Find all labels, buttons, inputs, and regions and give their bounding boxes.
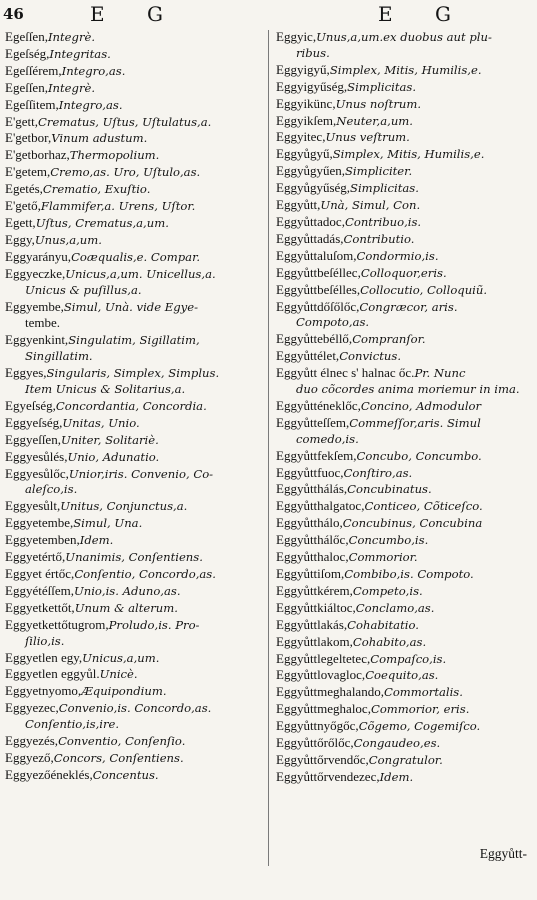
dictionary-entry <box>5 515 263 532</box>
hungarian-headword: Eggyůtteſſem, <box>276 414 350 430</box>
dictionary-entry <box>5 181 263 198</box>
dictionary-entry <box>5 315 263 332</box>
dictionary-entry <box>276 735 534 752</box>
latin-gloss: Commorior, eris. <box>370 702 470 717</box>
hungarian-headword: Eggyetlen egy, <box>5 649 83 665</box>
latin-gloss: aleſco,is. <box>25 482 78 497</box>
dictionary-entry <box>276 432 534 448</box>
latin-gloss: Uſtus, Crematus,a,um. <box>35 215 169 230</box>
dictionary-entry <box>276 315 534 331</box>
hungarian-headword: Eggyet értőc, <box>5 566 75 581</box>
dictionary-entry <box>5 750 263 767</box>
latin-gloss: Integro,as. <box>61 63 126 78</box>
latin-gloss: ribus. <box>296 45 330 60</box>
latin-gloss: Integrè. <box>47 80 96 95</box>
dictionary-entry <box>5 29 263 46</box>
dictionary-entry <box>5 249 263 266</box>
latin-gloss: Conticeo, Cõticeſco. <box>364 499 483 514</box>
hungarian-headword: Eggyůtthálőc, <box>276 532 349 548</box>
dictionary-entry <box>276 549 534 566</box>
dictionary-entry <box>276 265 534 282</box>
hungarian-headword: Eggyůttebéllő, <box>276 331 353 347</box>
dictionary-entry <box>276 282 534 299</box>
hungarian-headword: Eggyůttfuoc, <box>276 464 344 480</box>
hungarian-headword: E'getbor, <box>5 130 52 146</box>
right-column-heading: E G <box>378 2 469 26</box>
dictionary-entry <box>276 365 534 382</box>
dictionary-entry <box>276 331 534 348</box>
dictionary-entry <box>5 232 263 249</box>
hungarian-headword: Eggyůttőrőlőc, <box>276 735 354 751</box>
dictionary-entry <box>276 163 534 180</box>
dictionary-entry <box>276 180 534 197</box>
dictionary-entry <box>5 449 263 466</box>
latin-gloss: Integrè. <box>47 30 96 44</box>
dictionary-entry <box>5 283 263 299</box>
dictionary-entry <box>5 549 263 566</box>
hungarian-headword: Eggyůtthálo, <box>276 515 343 531</box>
hungarian-headword: Eggyező, <box>5 749 54 765</box>
hungarian-headword: Eggyarányu, <box>5 248 72 264</box>
dictionary-entry <box>276 96 534 113</box>
latin-gloss: Idem. <box>79 533 114 548</box>
latin-gloss: Unus,a,um. <box>34 232 102 247</box>
hungarian-headword: Eggyůtt élnec s' halnac őc. <box>276 365 415 381</box>
dictionary-entry <box>276 498 534 515</box>
hungarian-headword: Eggyůttlovagloc, <box>276 667 366 683</box>
dictionary-entry <box>5 666 263 683</box>
hungarian-headword: Eggyůgyűen, <box>276 163 345 179</box>
dictionary-entry <box>276 348 534 365</box>
hungarian-headword: Eggyesůlés, <box>5 448 68 464</box>
hungarian-headword: Eggyitec, <box>276 129 326 145</box>
hungarian-headword: Eggyeſség, <box>5 414 63 430</box>
hungarian-headword: Egyeſség, <box>5 397 56 413</box>
latin-gloss: Congratulor. <box>368 752 443 767</box>
dictionary-entry <box>5 80 263 97</box>
hungarian-headword: Eggyetembe, <box>5 515 74 531</box>
dictionary-entry <box>5 498 263 515</box>
hungarian-headword: Eggyesůlt, <box>5 498 61 514</box>
hungarian-headword: Eggyeſſen, <box>5 431 61 447</box>
latin-gloss: Cremo,as. Uro, Uſtulo,as. <box>50 165 201 180</box>
latin-gloss: Commortalis. <box>383 685 463 700</box>
hungarian-headword: Eggyetkettőtugrom, <box>5 616 109 632</box>
dictionary-entry <box>276 398 534 415</box>
hungarian-headword: Eggyůtthalgatoc, <box>276 498 365 514</box>
column-divider <box>268 30 269 866</box>
dictionary-entry <box>5 164 263 181</box>
latin-gloss: Competo,is. <box>352 583 423 598</box>
dictionary-entry <box>276 448 534 465</box>
dictionary-entry <box>276 79 534 96</box>
dictionary-entry <box>5 97 263 114</box>
right-column <box>276 29 534 786</box>
latin-gloss: Conſentio, Concordo,as. <box>74 567 216 581</box>
latin-gloss: Crematio, Exuſtio. <box>42 182 151 197</box>
dictionary-entry <box>276 684 534 701</box>
dictionary-entry <box>5 147 263 164</box>
page-number: 46 <box>3 5 24 23</box>
dictionary-entry <box>5 349 263 365</box>
dictionary-entry <box>276 248 534 265</box>
hungarian-headword: Eggyic, <box>276 29 317 44</box>
dictionary-entry <box>276 718 534 735</box>
dictionary-entry <box>276 600 534 617</box>
dictionary-entry <box>276 465 534 482</box>
dictionary-entry <box>5 266 263 283</box>
dictionary-entry <box>5 130 263 147</box>
hungarian-headword: Eggyůttmeghaloc, <box>276 701 371 717</box>
dictionary-entry <box>276 617 534 634</box>
latin-gloss: Concors, Conſentiens. <box>53 750 184 765</box>
hungarian-headword: Eggyůttkiáltoc, <box>276 599 356 615</box>
hungarian-headword: E'getborhaz, <box>5 147 70 163</box>
latin-gloss: Commorior. <box>348 550 418 565</box>
dictionary-entry <box>276 701 534 718</box>
left-column-heading: E G <box>90 2 181 26</box>
hungarian-headword: Egeſſen, <box>5 79 48 95</box>
hungarian-headword: Eggyůttadás, <box>276 230 344 246</box>
hungarian-headword: Eggyikünc, <box>276 95 336 111</box>
latin-gloss: Thermopolium. <box>69 148 160 163</box>
dictionary-entry <box>5 114 263 131</box>
dictionary-entry <box>5 482 263 498</box>
latin-gloss: Convictus. <box>339 349 402 364</box>
latin-gloss: Integritas. <box>49 46 111 61</box>
dictionary-entry <box>5 46 263 63</box>
latin-gloss: Simplicitas. <box>350 181 419 196</box>
dictionary-entry <box>5 332 263 349</box>
dictionary-entry <box>276 651 534 668</box>
dictionary-entry <box>5 532 263 549</box>
hungarian-headword: Eggyétéſſem, <box>5 582 74 598</box>
dictionary-entry <box>5 215 263 232</box>
dictionary-entry <box>276 214 534 231</box>
dictionary-entry <box>276 481 534 498</box>
hungarian-headword: Eggyůttdőſőlőc, <box>276 298 360 314</box>
latin-gloss: Unicè. <box>99 667 138 682</box>
dictionary-entry <box>5 198 263 215</box>
dictionary-entry <box>5 63 263 80</box>
dictionary-entry <box>5 767 263 784</box>
latin-gloss: Coæqualis,e. Compar. <box>71 249 201 264</box>
hungarian-headword: tembe. <box>25 315 61 331</box>
hungarian-headword: Eggyeczke, <box>5 265 66 281</box>
latin-gloss: Unior,iris. Convenio, Co- <box>68 466 214 481</box>
dictionary-entry <box>5 432 263 449</box>
dictionary-entry <box>276 46 534 62</box>
hungarian-headword: Eggyůttmeghalando, <box>276 684 384 700</box>
dictionary-entry <box>276 667 534 684</box>
page-header <box>0 2 537 28</box>
dictionary-entry <box>276 769 534 786</box>
hungarian-headword: Eggyůttadoc, <box>276 213 345 229</box>
latin-gloss: Coequito,as. <box>365 668 439 683</box>
hungarian-headword: Eggyůttkérem, <box>276 582 353 598</box>
hungarian-headword: Egeſſérem, <box>5 62 62 78</box>
dictionary-entry <box>5 398 263 415</box>
dictionary-entry <box>5 382 263 398</box>
latin-gloss: Idem. <box>379 769 414 784</box>
latin-gloss: Unicus,a,um. <box>82 650 160 665</box>
latin-gloss: Uniter, Solitariè. <box>60 432 159 447</box>
latin-gloss: Unus noſtrum. <box>335 96 422 111</box>
latin-gloss: Concentus. <box>92 767 159 782</box>
hungarian-headword: Eggyezőéneklés, <box>5 766 93 782</box>
latin-gloss: Compoto,as. <box>296 315 370 330</box>
hungarian-headword: E'getem, <box>5 164 51 180</box>
hungarian-headword: E'gett, <box>5 113 39 129</box>
latin-gloss: comedo,is. <box>296 431 359 446</box>
dictionary-entry <box>276 752 534 769</box>
latin-gloss: Simplex, Mitis, Humilis,e. <box>332 147 485 162</box>
dictionary-entry <box>5 299 263 316</box>
hungarian-headword: Eggyůgyűség, <box>276 180 351 196</box>
hungarian-headword: Eggyetkettőt, <box>5 599 75 615</box>
hungarian-headword: Eggyezés, <box>5 733 59 749</box>
latin-gloss: Unio,is. Aduno,as. <box>73 583 181 598</box>
dictionary-entry <box>5 365 263 382</box>
hungarian-headword: Eggyůttlakás, <box>276 616 348 632</box>
hungarian-headword: E'gető, <box>5 198 41 214</box>
latin-gloss: Concino, Admodulor <box>360 398 482 413</box>
hungarian-headword: Eggyesůlőc, <box>5 465 69 481</box>
hungarian-headword: Eggyikſem, <box>276 112 337 128</box>
latin-gloss: Singulatim, Sigillatim, <box>68 333 200 348</box>
hungarian-headword: Eggyigyű, <box>276 61 330 77</box>
dictionary-entry <box>276 532 534 549</box>
hungarian-headword: Eggyůttlakom, <box>276 633 353 649</box>
hungarian-headword: Eggyenkint, <box>5 332 69 348</box>
hungarian-headword: Eggyigyűség, <box>276 78 348 94</box>
latin-gloss: Concumbo,is. <box>348 533 429 548</box>
hungarian-headword: Egett, <box>5 214 36 230</box>
dictionary-entry <box>5 733 263 750</box>
latin-gloss: Unus,a,um.ex duobus aut plu- <box>316 30 492 44</box>
latin-gloss: Conclamo,as. <box>355 600 435 615</box>
hungarian-headword: Eggyůtt, <box>276 197 321 213</box>
latin-gloss: Unicus & puſillus,a. <box>25 282 142 297</box>
latin-gloss: Cõgemo, Cogemiſco. <box>358 719 481 734</box>
latin-gloss: Combibo,is. Compoto. <box>344 567 474 581</box>
latin-gloss: Flammifer,a. Urens, Uſtor. <box>40 199 196 214</box>
latin-gloss: Cohabito,as. <box>352 634 427 649</box>
dictionary-entry <box>276 566 534 583</box>
latin-gloss: Æquipondium. <box>81 684 167 699</box>
latin-gloss: Commeſſor,aris. Simul <box>349 415 481 430</box>
dictionary-entry <box>5 650 263 667</box>
hungarian-headword: Eggyůttbeſélles, <box>276 281 361 297</box>
hungarian-headword: Eggyetlen eggyůl. <box>5 666 100 682</box>
latin-gloss: Integro,as. <box>58 97 123 112</box>
latin-gloss: Contribuo,is. <box>344 214 422 229</box>
dictionary-entry <box>276 231 534 248</box>
latin-gloss: Colloquor,eris. <box>360 265 447 280</box>
latin-gloss: Conſentio,is,ire. <box>25 717 120 732</box>
latin-gloss: Simpliciter. <box>344 164 413 179</box>
hungarian-headword: Eggyůttnyőgőc, <box>276 718 359 734</box>
dictionary-entry <box>5 466 263 483</box>
latin-gloss: Conſtiro,as. <box>343 465 413 480</box>
dictionary-entry <box>5 717 263 733</box>
dictionary-entry <box>5 634 263 650</box>
hungarian-headword: Eggyůttőrvendezec, <box>276 768 380 784</box>
latin-gloss: Unitus, Conjunctus,a. <box>60 499 188 514</box>
latin-gloss: Conventio, Conſenſio. <box>58 734 186 749</box>
latin-gloss: Neuter,a,um. <box>336 113 413 128</box>
hungarian-headword: Eggyůtthaloc, <box>276 549 349 565</box>
hungarian-headword: Egeſſitem, <box>5 96 59 112</box>
latin-gloss: Simul, Unà. vide Egye- <box>63 299 198 314</box>
latin-gloss: Unum & alterum. <box>74 600 178 615</box>
latin-gloss: Concordantia, Concordia. <box>55 398 207 413</box>
hungarian-headword: Eggyůttélet, <box>276 348 340 364</box>
left-column <box>5 29 263 784</box>
hungarian-headword: Eggy, <box>5 231 35 247</box>
latin-gloss: Unitas, Unio. <box>62 415 140 430</box>
latin-gloss: Collocutio, Colloquiũ. <box>360 282 488 297</box>
latin-gloss: Concubinatus. <box>347 482 432 497</box>
dictionary-entry <box>276 113 534 130</box>
hungarian-headword: Eggyůgyű, <box>276 146 333 162</box>
hungarian-headword: Eggyůtthálás, <box>276 481 348 497</box>
dictionary-entry <box>5 583 263 600</box>
latin-gloss: Contributio. <box>343 231 415 246</box>
latin-gloss: Proludo,is. Pro- <box>108 617 200 632</box>
latin-gloss: Unicus,a,um. Unicellus,a. <box>65 266 216 281</box>
catchword: Eggyůtt- <box>479 846 527 861</box>
latin-gloss: duo cõcordes anima moriemur in ima. <box>296 382 520 397</box>
dictionary-entry <box>276 634 534 651</box>
dictionary-entry <box>276 415 534 432</box>
hungarian-headword: Eggyůttlegeltetec, <box>276 650 371 666</box>
dictionary-entry <box>276 146 534 163</box>
hungarian-headword: Eggyůttiſom, <box>276 566 345 581</box>
latin-gloss: Unus veſtrum. <box>325 130 410 145</box>
dictionary-entry <box>5 600 263 617</box>
latin-gloss: Simplex, Mitis, Humilis,e. <box>329 62 482 77</box>
latin-gloss: Pr. Nunc <box>414 366 466 381</box>
latin-gloss: Item Unicus & Solitarius,a. <box>25 382 186 397</box>
dictionary-entry <box>276 299 534 316</box>
hungarian-headword: Eggyůttaluſom, <box>276 247 357 263</box>
hungarian-headword: Eggyezec, <box>5 700 59 716</box>
dictionary-entry <box>5 617 263 634</box>
latin-gloss: Singillatim. <box>25 349 93 364</box>
dictionary-entry <box>5 700 263 717</box>
dictionary-entry <box>276 129 534 146</box>
dictionary-entry <box>5 566 263 583</box>
hungarian-headword: Eggyůttbeſéllec, <box>276 264 361 280</box>
latin-gloss: Concubo, Concumbo. <box>356 448 482 463</box>
hungarian-headword: Eggyembe, <box>5 298 64 314</box>
latin-gloss: Unanimis, Conſentiens. <box>65 550 203 565</box>
latin-gloss: Unio, Adunatio. <box>67 449 160 464</box>
hungarian-headword: Eggyetemben, <box>5 532 80 548</box>
latin-gloss: Crematus, Uſtus, Uſtulatus,a. <box>38 114 212 129</box>
dictionary-entry <box>5 683 263 700</box>
dictionary-entry <box>276 583 534 600</box>
dictionary-entry <box>276 515 534 532</box>
latin-gloss: Compaſco,is. <box>370 651 447 666</box>
latin-gloss: Singularis, Simplex, Simplus. <box>46 366 220 381</box>
dictionary-entry <box>276 382 534 398</box>
latin-gloss: Condormio,is. <box>356 248 439 263</box>
hungarian-headword: Eggyůttfekſem, <box>276 447 357 463</box>
dictionary-entry <box>276 62 534 79</box>
hungarian-headword: Eggyes, <box>5 365 47 381</box>
dictionary-entry <box>5 415 263 432</box>
dictionary-entry <box>276 197 534 214</box>
latin-gloss: Congaudeo,es. <box>353 736 441 751</box>
latin-gloss: Congræcor, aris. <box>359 299 458 314</box>
dictionary-entry <box>276 29 534 46</box>
latin-gloss: Vinum adustum. <box>51 131 148 146</box>
latin-gloss: ſilio,is. <box>25 633 65 648</box>
latin-gloss: Concubinus, Concubina <box>342 516 483 531</box>
latin-gloss: Simul, Una. <box>73 516 143 531</box>
hungarian-headword: Egeſſen, <box>5 29 48 44</box>
hungarian-headword: Eggyetnyomo, <box>5 683 82 699</box>
hungarian-headword: Eggyetértő, <box>5 549 66 565</box>
latin-gloss: Convenio,is. Concordo,as. <box>58 701 212 716</box>
hungarian-headword: Egeſség, <box>5 45 50 61</box>
latin-gloss: Compranſor. <box>352 332 426 347</box>
hungarian-headword: Eggyůttőrvendőc, <box>276 751 369 767</box>
latin-gloss: Cohabitatio. <box>347 617 419 632</box>
latin-gloss: Simplicitas. <box>347 79 417 94</box>
hungarian-headword: Eggyůtténeklőc, <box>276 397 361 413</box>
latin-gloss: Unà, Simul, Con. <box>320 198 421 213</box>
hungarian-headword: Egetés, <box>5 181 43 197</box>
